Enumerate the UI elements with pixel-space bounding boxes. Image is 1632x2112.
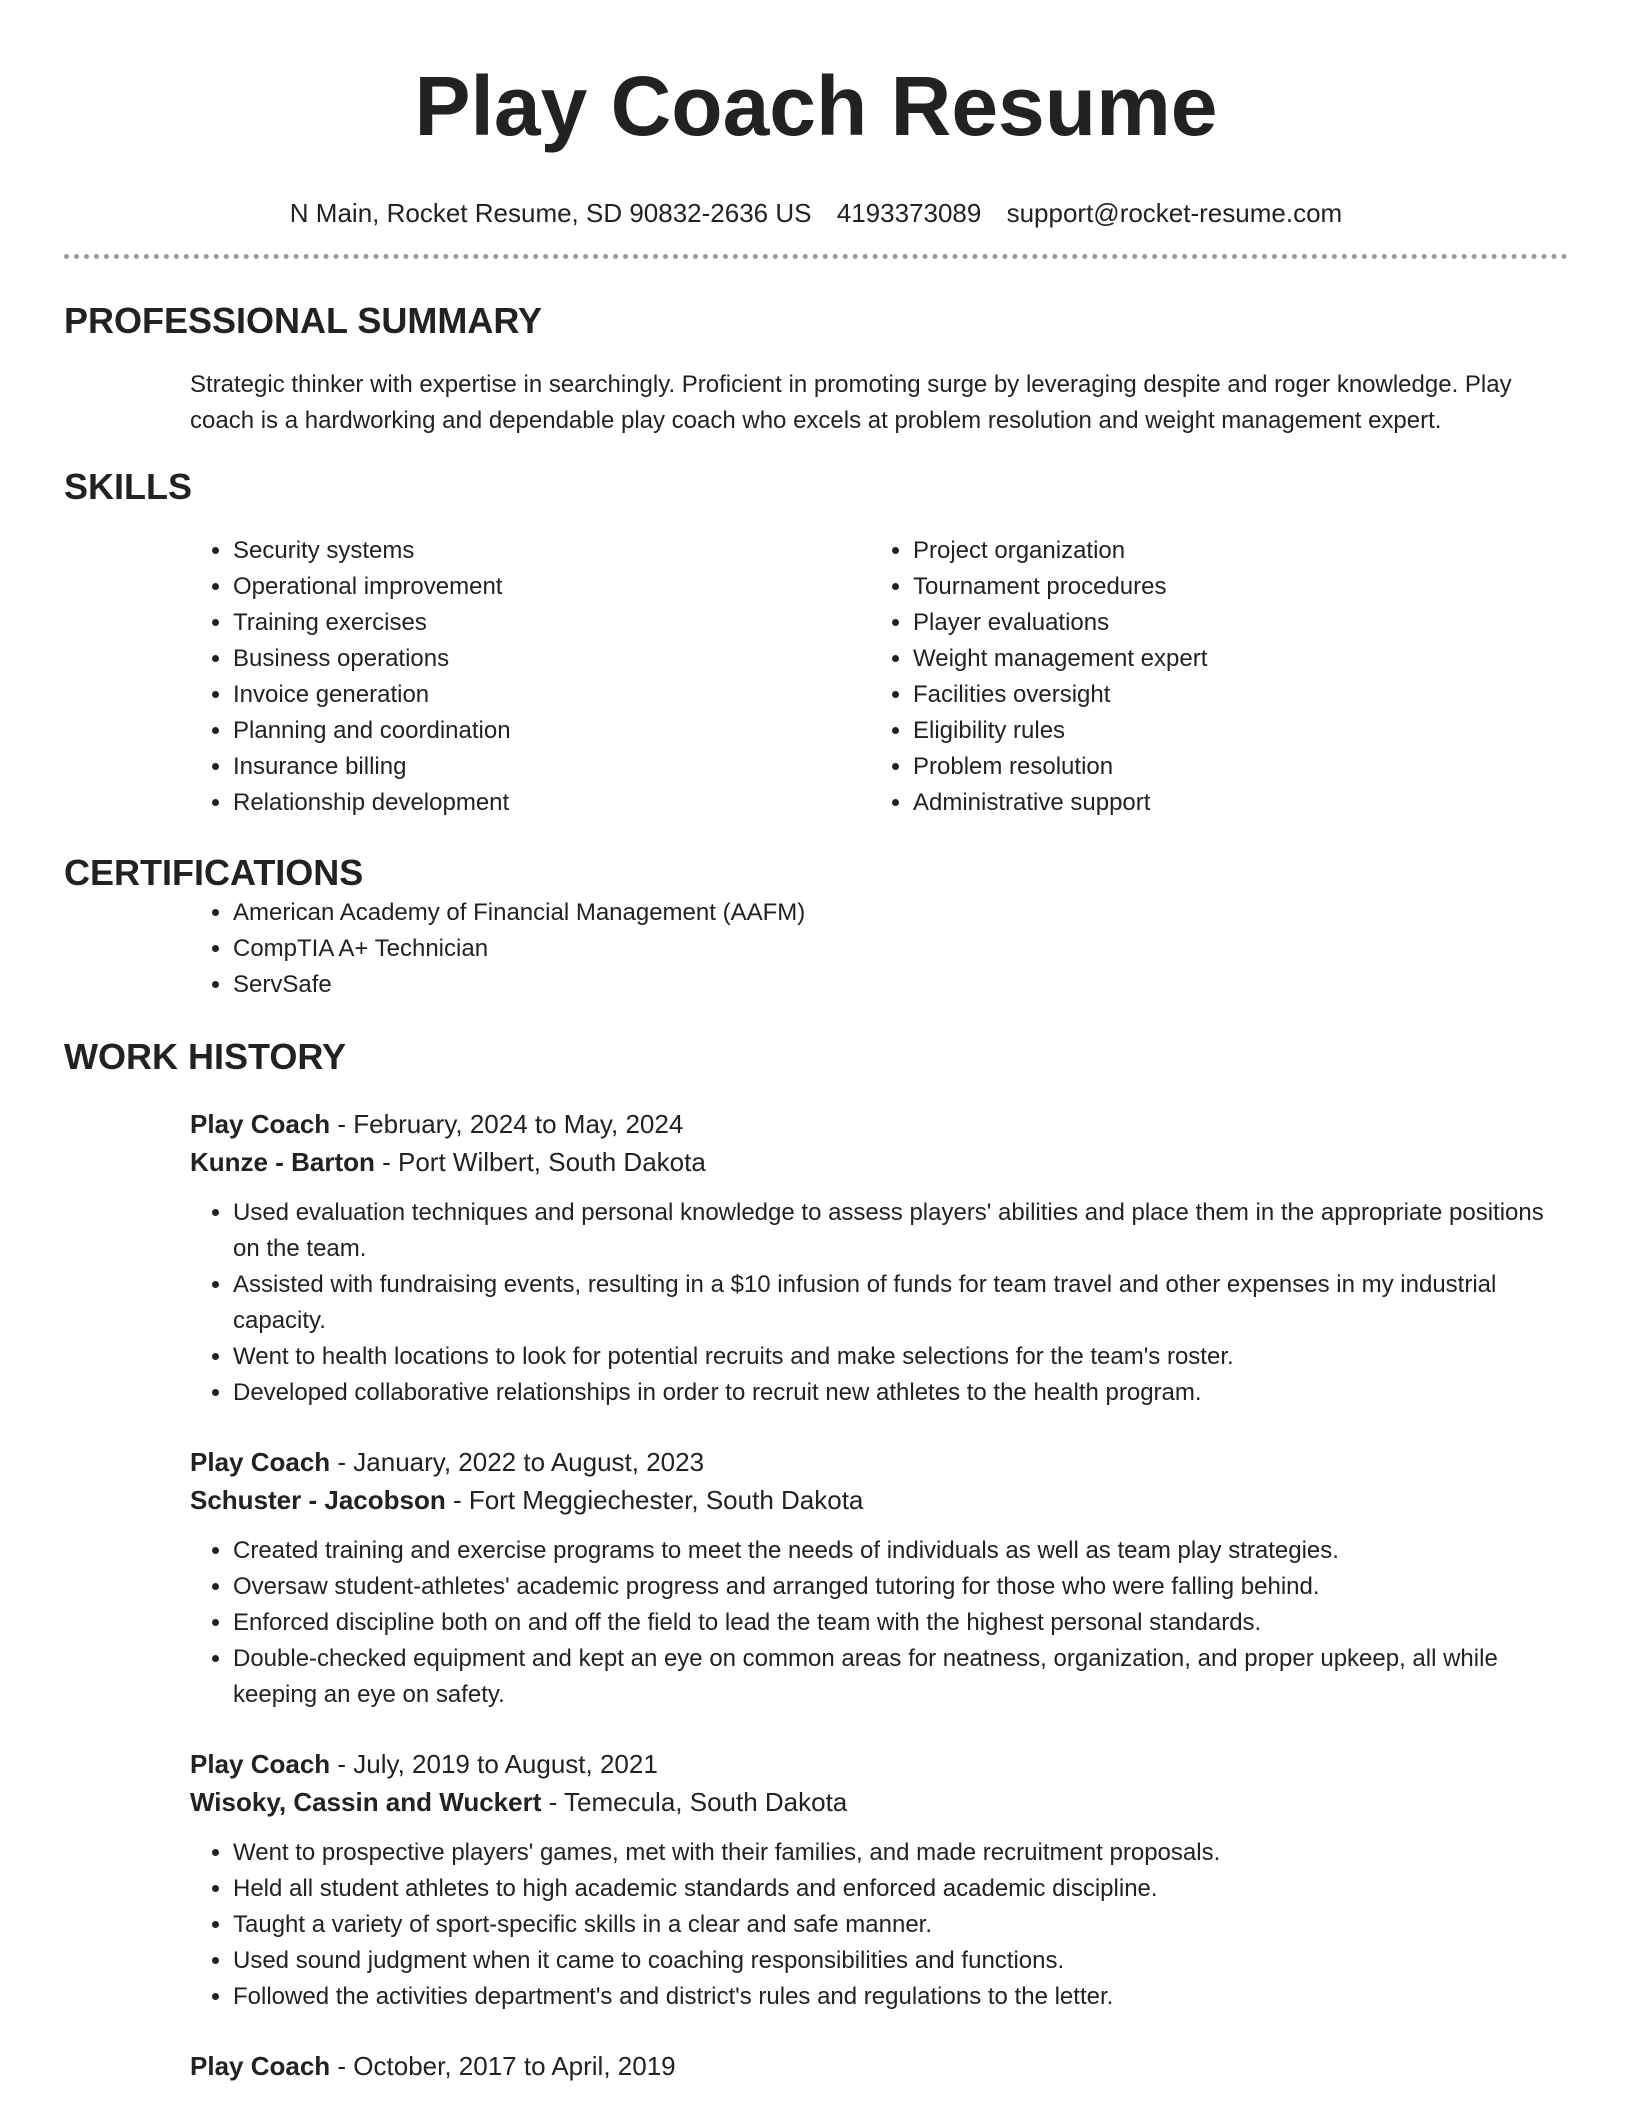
job-duty: • Assisted with fundraising events, resulting in a $10 infusion of funds for team travel and other expenses in my industrial capacity.: [233, 1267, 1568, 1339]
summary-text: Strategic thinker with expertise in searchingly. Proficient in promoting surge by leveraging despite and roger knowledge. Play coach is a hardworking and dependable play coach who excels at problem resolution and weight management expert.: [190, 371, 1512, 434]
separator: -: [330, 1749, 354, 1779]
job-dates: January, 2022 to August, 2023: [353, 1447, 705, 1477]
job-dates: February, 2024 to May, 2024: [353, 1109, 684, 1139]
job-entry: [64, 1105, 1568, 1411]
skills-section: [64, 465, 1568, 821]
job-dates: July, 2019 to August, 2021: [353, 1749, 658, 1779]
job-entry: [64, 2047, 1568, 2085]
skill-item: • Problem resolution: [913, 749, 1424, 785]
skill-item: • Insurance billing: [233, 749, 744, 785]
job-company-line: [190, 1481, 1568, 1519]
skill-item: • Eligibility rules: [913, 713, 1424, 749]
skills-column-left: [64, 533, 744, 821]
skills-column-right: [744, 533, 1424, 821]
work-history-heading: WORK HISTORY: [64, 1036, 347, 1077]
job-duty: • Created training and exercise programs to meet the needs of individuals as well as team play strategies.: [233, 1533, 1568, 1569]
skill-item: • Administrative support: [913, 785, 1424, 821]
summary-section: [64, 299, 1568, 439]
job-duty: • Used evaluation techniques and personal knowledge to assess players' abilities and place them in the appropriate positions on the team.: [233, 1195, 1568, 1267]
skills-grid: [64, 533, 1568, 821]
job-duty: • Went to health locations to look for potential recruits and make selections for the team's roster.: [233, 1339, 1568, 1375]
separator: -: [330, 2051, 354, 2081]
job-duties-list: [64, 1835, 1568, 2015]
certifications-list: [64, 895, 1568, 1003]
header-divider: [64, 254, 1568, 259]
skill-item: • Invoice generation: [233, 677, 744, 713]
job-entry: [64, 1745, 1568, 2015]
job-entry: [64, 1443, 1568, 1713]
job-role: Play Coach: [190, 2051, 331, 2081]
contact-email: support@rocket-resume.com: [1006, 198, 1343, 228]
skill-item: • Planning and coordination: [233, 713, 744, 749]
skill-item: • Training exercises: [233, 605, 744, 641]
job-company-line: [190, 1143, 1568, 1181]
separator: -: [541, 1787, 564, 1817]
job-company: Kunze - Barton: [190, 1147, 375, 1177]
job-company: Schuster - Jacobson: [190, 1485, 446, 1515]
skill-item: • Tournament procedures: [913, 569, 1424, 605]
job-duty: • Held all student athletes to high academic standards and enforced academic discipline.: [233, 1871, 1568, 1907]
job-duties-list: [64, 1533, 1568, 1713]
contact-address: N Main, Rocket Resume, SD 90832-2636 US: [289, 198, 812, 228]
job-role: Play Coach: [190, 1109, 331, 1139]
job-duty: • Double-checked equipment and kept an eye on common areas for neatness, organization, and proper upkeep, all while keeping an eye on safety.: [233, 1641, 1568, 1713]
skills-list-right: [744, 533, 1424, 821]
certifications-heading: CERTIFICATIONS: [64, 852, 364, 893]
job-duties-list: [64, 1195, 1568, 1411]
skill-item: • Business operations: [233, 641, 744, 677]
job-role: Play Coach: [190, 1447, 331, 1477]
job-duty: • Followed the activities department's and district's rules and regulations to the letter.: [233, 1979, 1568, 2015]
work-history-section: [64, 1035, 1568, 2085]
skills-list-left: [64, 533, 744, 821]
resume-page: [64, 0, 1568, 2085]
skill-item: • Weight management expert: [913, 641, 1424, 677]
job-dates: October, 2017 to April, 2019: [353, 2051, 676, 2081]
separator: -: [374, 1147, 398, 1177]
job-company-line: [190, 1783, 1568, 1821]
job-duty: • Oversaw student-athletes' academic progress and arranged tutoring for those who were falling behind.: [233, 1569, 1568, 1605]
job-duty: • Used sound judgment when it came to coaching responsibilities and functions.: [233, 1943, 1568, 1979]
job-title-line: [190, 1745, 1568, 1783]
skill-item: • Player evaluations: [913, 605, 1424, 641]
job-location: Port Wilbert, South Dakota: [398, 1147, 706, 1177]
job-duty: • Enforced discipline both on and off the field to lead the team with the highest personal standards.: [233, 1605, 1568, 1641]
skill-item: • Facilities oversight: [913, 677, 1424, 713]
resume-title: Play Coach Resume: [414, 59, 1218, 153]
job-duty: • Taught a variety of sport-specific skills in a clear and safe manner.: [233, 1907, 1568, 1943]
job-duty: • Went to prospective players' games, met with their families, and made recruitment proposals.: [233, 1835, 1568, 1871]
job-title-line: [190, 1443, 1568, 1481]
skill-item: • Security systems: [233, 533, 744, 569]
skill-item: • Project organization: [913, 533, 1424, 569]
job-duty: • Developed collaborative relationships in order to recruit new athletes to the health program.: [233, 1375, 1568, 1411]
skill-item: • Relationship development: [233, 785, 744, 821]
contact-line: [64, 196, 1568, 230]
job-role: Play Coach: [190, 1749, 331, 1779]
job-location: Temecula, South Dakota: [564, 1787, 848, 1817]
job-title-line: [190, 2047, 1568, 2085]
certification-item: • CompTIA A+ Technician: [233, 931, 1568, 967]
job-location: Fort Meggiechester, South Dakota: [468, 1485, 864, 1515]
separator: -: [330, 1109, 354, 1139]
contact-phone: 4193373089: [836, 198, 982, 228]
certification-item: • American Academy of Financial Management (AAFM): [233, 895, 1568, 931]
job-company: Wisoky, Cassin and Wuckert: [190, 1787, 542, 1817]
certifications-section: [64, 851, 1568, 1003]
skills-heading: SKILLS: [64, 466, 193, 507]
summary-heading: PROFESSIONAL SUMMARY: [64, 300, 543, 341]
job-title-line: [190, 1105, 1568, 1143]
certification-item: • ServSafe: [233, 967, 1568, 1003]
separator: -: [330, 1447, 354, 1477]
skill-item: • Operational improvement: [233, 569, 744, 605]
separator: -: [445, 1485, 469, 1515]
